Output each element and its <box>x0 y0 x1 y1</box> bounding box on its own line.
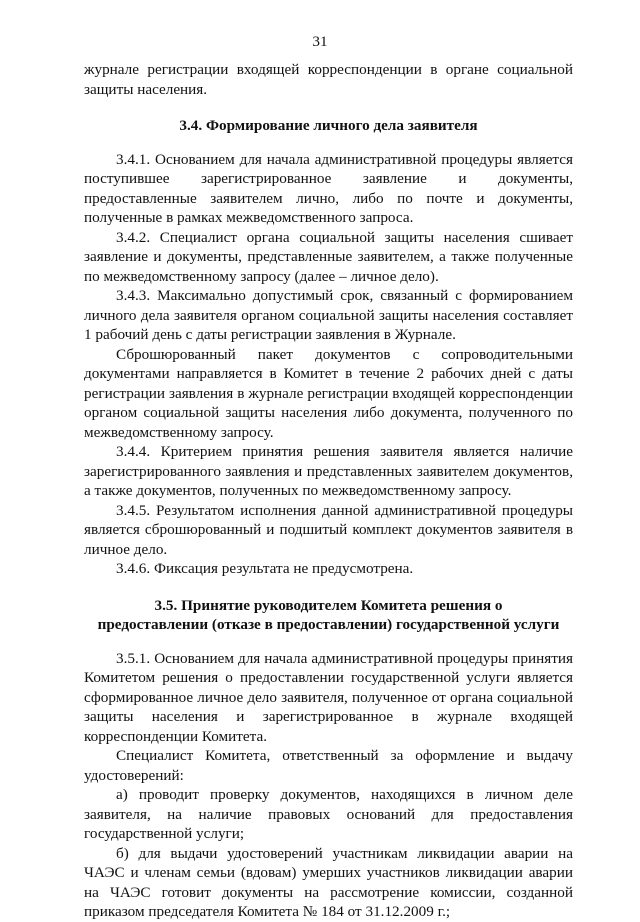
paragraph-3-4-1: 3.4.1. Основанием для начала административной процедуры является поступившее зарегистрированное заявление и документы, предоставленные заявителем лично, либо по почте и документы, полученные в рамках межведомственного запроса. <box>84 150 573 226</box>
paragraph-3-4-5: 3.4.5. Результатом исполнения данной административной процедуры является сброшюрованный и подшитый комплект документов заявителя в личное дело. <box>84 501 573 558</box>
paragraph-committee-specialist: Специалист Комитета, ответственный за оформление и выдачу удостоверений: <box>84 747 573 784</box>
page-content <box>84 60 573 922</box>
paragraph-3-4-2: 3.4.2. Специалист органа социальной защиты населения сшивает заявление и документы, представленные заявителем, а также полученные по межведомственному запросу (далее – личное дело). <box>84 228 573 285</box>
section-3-5-heading-line-1: 3.5. Принятие руководителем Комитета решения о <box>154 596 503 614</box>
paragraph-3-4-3: 3.4.3. Максимально допустимый срок, связанный с формированием личного дела заявителя органом социальной защиты населения составляет 1 рабочий день с даты регистрации заявления в Журнале. <box>84 287 573 343</box>
paragraph-3-5-1: 3.5.1. Основанием для начала административной процедуры принятия Комитетом решения о предоставлении государственной услуги является сформированное личное дело заявителя, полученное от органа социальной защиты населения и зарегистрированное в журнале входящей корреспонденции Комитета. <box>84 649 573 745</box>
intro-paragraph: журнале регистрации входящей корреспонденции в органе социальной защиты населения. <box>84 61 573 98</box>
section-3-5-heading <box>84 596 573 635</box>
section-3-4-heading: 3.4. Формирование личного дела заявителя <box>179 117 478 134</box>
paragraph-3-4-4: 3.4.4. Критерием принятия решения заявителя является наличие зарегистрированного заявления и представленных заявителем документов, а также документов, полученных по межведомственному запросу. <box>84 443 573 499</box>
section-3-5-heading-line-2: предоставлении (отказе в предоставлении) государственной услуги <box>97 616 560 633</box>
paragraph-3-4-6: 3.4.6. Фиксация результата не предусмотрена. <box>116 560 414 577</box>
list-item-a: а) проводит проверку документов, находящихся в личном деле заявителя, на наличие правовых оснований для предоставления государственной услуги; <box>84 786 573 842</box>
list-item-b: б) для выдачи удостоверений участникам ликвидации аварии на ЧАЭС и членам семьи (вдовам) умерших участников ликвидации аварии на ЧАЭС готовит документы на рассмотрение комиссии, созданной приказом председателя Комитета № 184 от 31.12.2009 г.; <box>84 844 573 920</box>
page-number: 31 <box>312 33 328 50</box>
paragraph-3-4-3-continued: Сброшюрованный пакет документов с сопроводительными документами направляется в Комитет в течение 2 рабочих дней с даты регистрации заявления в журнале регистрации входящей корреспонденции органом социальной защиты населения либо документа, полученного по межведомственному запросу. <box>84 345 573 441</box>
